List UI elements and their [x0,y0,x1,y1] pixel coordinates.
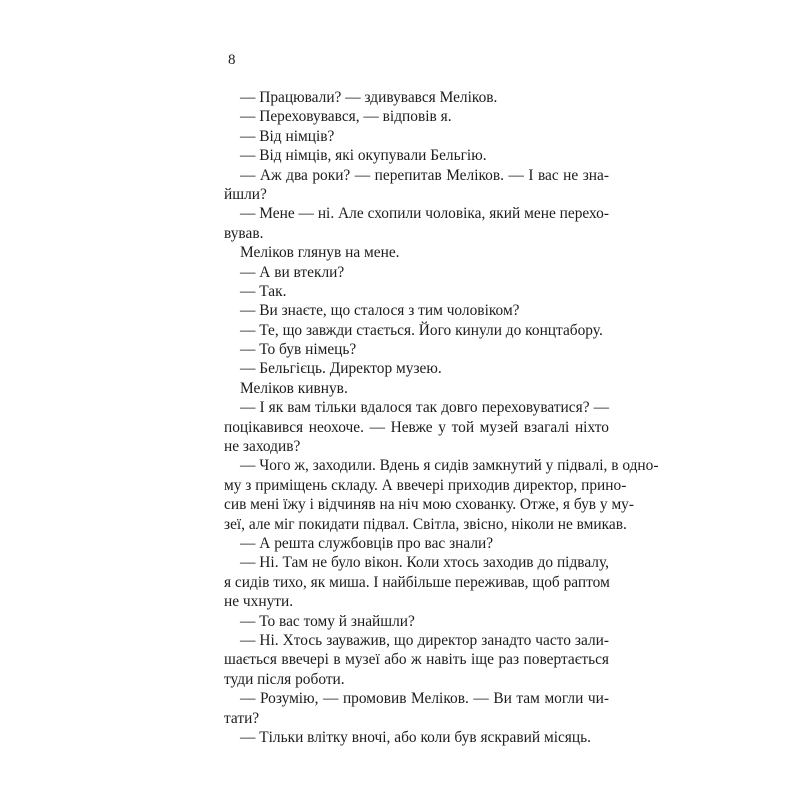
text-line: — Від німців? [240,127,335,145]
text-line: — А решта службовців про вас знали? [240,534,494,552]
text-line: туди після роботи. [224,670,345,688]
text-line: — Ні. Хтось зауважив, що директор занадто часто зали- [240,631,609,649]
text-line: — Бельгієць. Директор музею. [240,360,442,378]
text-line: — Так. [240,282,287,300]
text-line: — І як вам тільки вдалося так довго переховуватися? — [240,399,609,417]
text-line: — То вас тому й знайшли? [240,612,415,630]
body-text [224,88,659,747]
text-line: — То був німець? [240,341,357,359]
page-number: 8 [228,52,236,68]
text-line: сив мені їжу і відчиняв на ніч мою схованку. Отже, я був у му- [224,496,635,514]
text-line: му з приміщень складу. А ввечері приходив директор, прино- [224,476,627,494]
text-line: — А ви втекли? [240,263,345,281]
text-line: — Мене — ні. Але схопили чоловіка, який мене перехо- [240,205,609,223]
text-line: я сидів тихо, як миша. І найбільше переживав, щоб раптом [224,573,610,591]
text-line: тати? [224,709,260,727]
text-line: — Ні. Там не було вікон. Коли хтось заходив до підвалу, [240,554,609,572]
text-line: — Від німців, які окупували Бельгію. [240,147,487,165]
text-line: йшли? [224,185,267,203]
text-line: вував. [224,224,264,242]
text-line: — Аж два роки? — перепитав Меліков. — І вас не зна- [240,166,609,184]
text-line: не заходив? [224,438,301,456]
text-line: — Те, що завжди стається. Його кинули до концтабору. [240,321,603,339]
text-line: — Чого ж, заходили. Вдень я сидів замкнутий у підвалі, в одно- [240,457,659,475]
text-line: Меліков глянув на мене. [240,244,400,262]
text-line: зеї, але міг покидати підвал. Світла, звісно, ніколи не вмикав. [224,515,627,533]
text-line: — Переховувався, — відповів я. [240,108,452,126]
text-line: поцікавився неохоче. — Невже у той музей взагалі ніхто [224,418,609,436]
text-line: — Тільки влітку вночі, або коли був яскравий місяць. [240,728,591,746]
text-line: — Працювали? — здивувався Меліков. [240,89,498,106]
text-line: — Розумію, — промовив Меліков. — Ви там могли чи- [240,690,609,708]
text-line: — Ви знаєте, що сталося з тим чоловіком? [240,302,520,320]
text-line: шається ввечері в музеї або ж навіть іще раз повертається [224,651,609,669]
text-line: Меліков кивнув. [240,379,348,397]
text-line: не чхнути. [224,593,294,611]
